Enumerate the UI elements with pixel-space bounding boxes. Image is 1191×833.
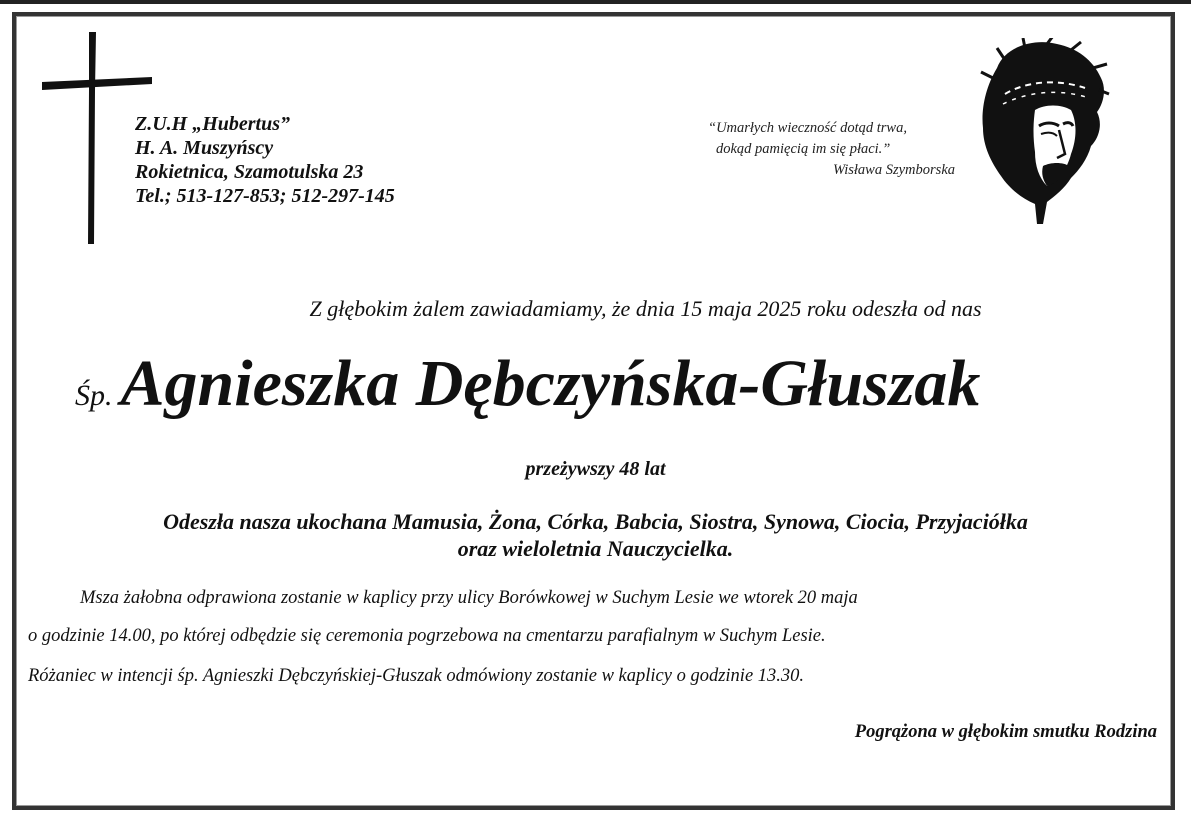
funeral-home-phone: Tel.; 513-127-853; 512-297-145 <box>135 185 395 207</box>
funeral-home-owners: H. A. Muszyńscy <box>135 137 274 159</box>
quote-line-2: dokąd pamięcią im się płaci.” <box>716 141 891 157</box>
announcement-text: Z głębokim żalem zawiadamiamy, że dnia 15 maja 2025 roku odeszła od nas <box>309 296 982 321</box>
deceased-name: Agnieszka Dębczyńska-Głuszak <box>120 347 981 420</box>
quote-line-1: “Umarłych wieczność dotąd trwa, <box>708 120 907 136</box>
family-line-2: oraz wieloletnia Nauczycielka. <box>457 536 734 561</box>
family-description <box>30 508 1161 562</box>
mass-info-line-2: o godzinie 14.00, po której odbędzie się ceremonia pogrzebowa na cmentarzu parafialnym w Suchym Lesie. <box>28 626 826 646</box>
mass-info-line-1: Msza żałobna odprawiona zostanie w kaplicy przy ulicy Borówkowej w Suchym Lesie we wtorek 20 maja <box>80 588 858 608</box>
mass-info-line-3: Różaniec w intencji śp. Agnieszki Dębczyńskiej-Głuszak odmówiony zostanie w kaplicy o godzinie 13.30. <box>28 666 805 686</box>
quote-author: Wisława Szymborska <box>832 162 955 178</box>
deceased-name-line <box>75 346 980 422</box>
christ-head-icon <box>975 38 1110 228</box>
deceased-age: przeżywszy 48 lat <box>525 458 666 480</box>
funeral-home-info <box>135 112 395 208</box>
poem-quote <box>690 118 955 181</box>
family-signoff: Pogrążona w głębokim smutku Rodzina <box>854 722 1157 742</box>
funeral-home-address: Rokietnica, Szamotulska 23 <box>135 161 364 183</box>
top-rule <box>0 0 1191 4</box>
family-line-1: Odeszła nasza ukochana Mamusia, Żona, Córka, Babcia, Siostra, Synowa, Ciocia, Przyjaciółka <box>163 509 1028 534</box>
funeral-home-name: Z.U.H „Hubertus” <box>135 113 291 135</box>
deceased-prefix: Śp. <box>75 379 113 412</box>
